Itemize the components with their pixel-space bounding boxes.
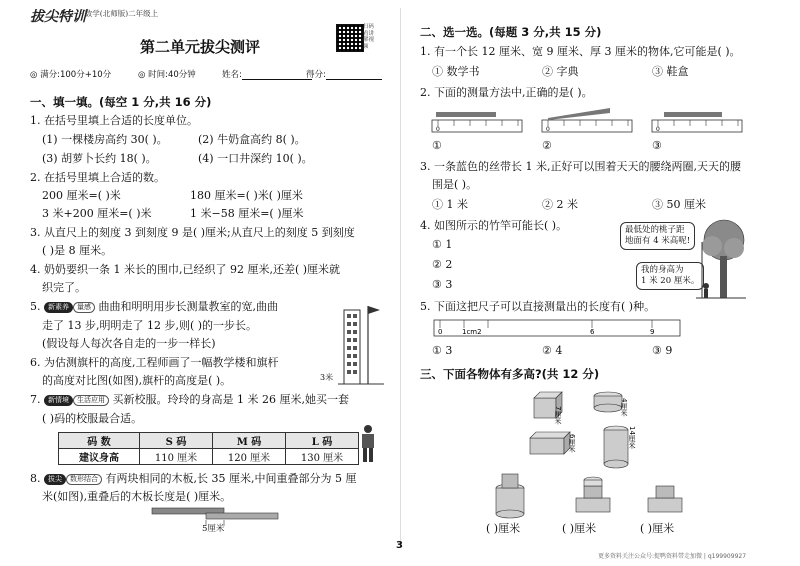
- question-1-4: (4) 一口井深约 10( )。: [198, 152, 313, 165]
- building-flagpole-figure: [338, 302, 384, 388]
- qr-note: 扫码看讲解视频: [363, 24, 375, 50]
- answer-blank-3[interactable]: ( )厘米: [640, 522, 675, 535]
- daily-life-tag: 生活应用: [73, 395, 109, 406]
- question-7-line1: [30, 393, 349, 407]
- question-8-line1: [30, 472, 356, 486]
- question-2-a: 200 厘米=( )米: [42, 189, 121, 202]
- table-cell: 110 厘米: [140, 449, 213, 465]
- label-4cm: 4厘米: [620, 398, 628, 417]
- question-2: 2. 在括号里填上合适的数。: [30, 171, 165, 184]
- option-5-3[interactable]: ③ 9: [652, 344, 673, 357]
- table-row: [59, 449, 359, 465]
- section-3-heading: 三、下面各物体有多高?(共 12 分): [420, 367, 600, 381]
- question-2-d: 1 米−58 厘米=( )厘米: [190, 207, 304, 220]
- option-2-2[interactable]: ②: [542, 139, 552, 152]
- peach-tree-figure: [696, 216, 746, 300]
- choice-question-1: 1. 有一个长 12 厘米、宽 9 厘米、厚 3 厘米的物体,它可能是( )。: [420, 45, 741, 58]
- question-1-2: (2) 牛奶盒高约 8( )。: [198, 133, 306, 146]
- footer-note: 更多资料关注公众号:捉鸭资料带走加微 | q199909927: [598, 553, 747, 560]
- answer-blank-1[interactable]: ( )厘米: [486, 522, 521, 535]
- question-1-3: (3) 胡萝卜长约 18( )。: [42, 152, 157, 165]
- name-field[interactable]: [222, 68, 312, 80]
- section-2-heading: 二、选一选。(每题 3 分,共 15 分): [420, 25, 602, 39]
- question-5-line1: [30, 300, 278, 314]
- ruler-option-1: [430, 104, 526, 138]
- svg-text:0: 0: [546, 126, 550, 133]
- label-6cm: 6厘米: [568, 434, 576, 453]
- ruler-tick-1cm2: 1cm2: [462, 328, 482, 336]
- ruler-tick-6: 6: [590, 328, 595, 336]
- question-3-line1: 3. 从直尺上的刻度 3 到刻度 9 是( )厘米;从直尺上的刻度 5 到刻度: [30, 226, 355, 239]
- question-2-c: 3 米+200 厘米=( )米: [42, 207, 152, 220]
- option-1-3[interactable]: ③ 鞋盒: [652, 65, 689, 78]
- question-5-text: 曲曲和明明用步长测量教室的宽,曲曲: [98, 300, 278, 313]
- new-context-tag: 新情境: [44, 395, 73, 406]
- brand-logo: 拔尖特训: [30, 9, 86, 25]
- table-cell: 130 厘米: [286, 449, 359, 465]
- score-field[interactable]: [306, 68, 382, 80]
- ruler-tick-9: 9: [650, 328, 655, 336]
- page-number: 3: [396, 540, 403, 551]
- option-3-1[interactable]: ① 1 米: [432, 198, 468, 211]
- option-3-2[interactable]: ② 2 米: [542, 198, 578, 211]
- ruler-option-3: [650, 104, 746, 138]
- svg-text:0: 0: [436, 126, 440, 133]
- top-tier-tag: 拔尖: [44, 474, 66, 485]
- option-2-1[interactable]: ①: [432, 139, 442, 152]
- name-label: 姓名:: [222, 70, 242, 80]
- label-14cm: 14厘米: [628, 426, 636, 449]
- measure-sense-tag: 量感: [73, 302, 95, 313]
- question-5-line2: 走了 13 步,明明走了 12 步,则( )的一步长。: [42, 319, 258, 332]
- table-row: [59, 433, 359, 449]
- table-cell: L 码: [286, 433, 359, 449]
- figure-3m-label: 3米: [320, 373, 334, 382]
- header-subtitle: · 数学(北师版)二年级上: [80, 9, 159, 18]
- question-5-note: (假设每人每次各自走的一步一样长): [42, 337, 216, 350]
- question-8-line2: 米(如图),重叠后的木板长度是( )厘米。: [42, 490, 232, 503]
- question-6-line1: 6. 为估测旗杆的高度,工程师画了一幅教学楼和旗杆: [30, 356, 279, 369]
- question-4-line1: 4. 奶奶要织一条 1 米长的围巾,已经织了 92 厘米,还差( )厘米就: [30, 263, 341, 276]
- table-cell: 120 厘米: [213, 449, 286, 465]
- choice-question-4: 4. 如图所示的竹竿可能长( )。: [420, 219, 568, 232]
- number-shape-tag: 数形结合: [66, 474, 102, 485]
- table-cell: M 码: [213, 433, 286, 449]
- column-divider: [400, 8, 401, 548]
- option-2-3[interactable]: ③: [652, 139, 662, 152]
- table-cell: 码 数: [59, 433, 140, 449]
- option-4-1[interactable]: ① 1: [432, 238, 453, 251]
- question-3-line2: ( )是 8 厘米。: [42, 244, 113, 257]
- page-title: 第二单元拔尖测评: [140, 38, 261, 56]
- question-4-line2: 织完了。: [42, 281, 86, 294]
- full-score: ◎ 满分:100分+10分: [30, 70, 112, 80]
- time-limit: ◎ 时间:40分钟: [138, 70, 196, 80]
- stacked-objects-figure: [480, 468, 700, 520]
- school-uniform-figure: [356, 424, 380, 464]
- ruler-option-2: [540, 104, 636, 138]
- option-4-3[interactable]: ③ 3: [432, 278, 453, 291]
- question-6-line2: 的高度对比图(如图),旗杆的高度是( )。: [42, 374, 232, 387]
- question-1-1: (1) 一棵楼房高约 30( )。: [42, 133, 168, 146]
- answer-blank-2[interactable]: ( )厘米: [562, 522, 597, 535]
- speech-bubble-height: 我的身高为 1 米 20 厘米。: [636, 262, 704, 290]
- new-literacy-tag: 新素养: [44, 302, 73, 313]
- question-1: 1. 在括号里填上合适的长度单位。: [30, 114, 198, 127]
- qr-code-icon[interactable]: [336, 24, 364, 52]
- uniform-size-table: [58, 432, 359, 465]
- table-cell: 建议身高: [59, 449, 140, 465]
- option-1-2[interactable]: ② 字典: [542, 65, 579, 78]
- option-5-2[interactable]: ② 4: [542, 344, 563, 357]
- question-2-b: 180 厘米=( )米( )厘米: [190, 189, 303, 202]
- question-5-number: 5.: [30, 300, 41, 313]
- question-7-text: 买新校服。玲玲的身高是 1 米 26 厘米,她买一套: [112, 393, 349, 406]
- question-7-number: 7.: [30, 393, 41, 406]
- option-3-3[interactable]: ③ 50 厘米: [652, 198, 706, 211]
- score-label: 得分:: [306, 70, 326, 80]
- broken-ruler-figure: [432, 316, 682, 342]
- overlap-5cm-label: 5厘米: [202, 524, 225, 534]
- section-1-heading: 一、填一填。(每空 1 分,共 16 分): [30, 95, 212, 109]
- choice-question-5: 5. 下面这把尺子可以直接测量出的长度有( )种。: [420, 300, 656, 313]
- choice-question-2: 2. 下面的测量方法中,正确的是( )。: [420, 86, 593, 99]
- svg-text:0: 0: [656, 126, 660, 133]
- table-cell: S 码: [140, 433, 213, 449]
- speech-bubble-peach: 最低处的桃子距 地面有 4 米高呢!: [620, 222, 695, 250]
- choice-question-3-line2: 围是( )。: [432, 178, 478, 191]
- option-1-1[interactable]: ① 数学书: [432, 65, 480, 78]
- choice-question-3-line1: 3. 一条蓝色的丝带长 1 米,正好可以围着天天的腰绕两圈,天天的腰: [420, 160, 741, 173]
- option-4-2[interactable]: ② 2: [432, 258, 453, 271]
- question-8-number: 8.: [30, 472, 41, 485]
- question-7-line2: ( )码的校服最合适。: [42, 412, 143, 425]
- option-5-1[interactable]: ① 3: [432, 344, 453, 357]
- ruler-tick-0: 0: [438, 328, 443, 336]
- question-8-text: 有两块相同的木板,长 35 厘米,中间重叠部分为 5 厘: [105, 472, 357, 485]
- label-7cm: 7厘米: [554, 406, 562, 425]
